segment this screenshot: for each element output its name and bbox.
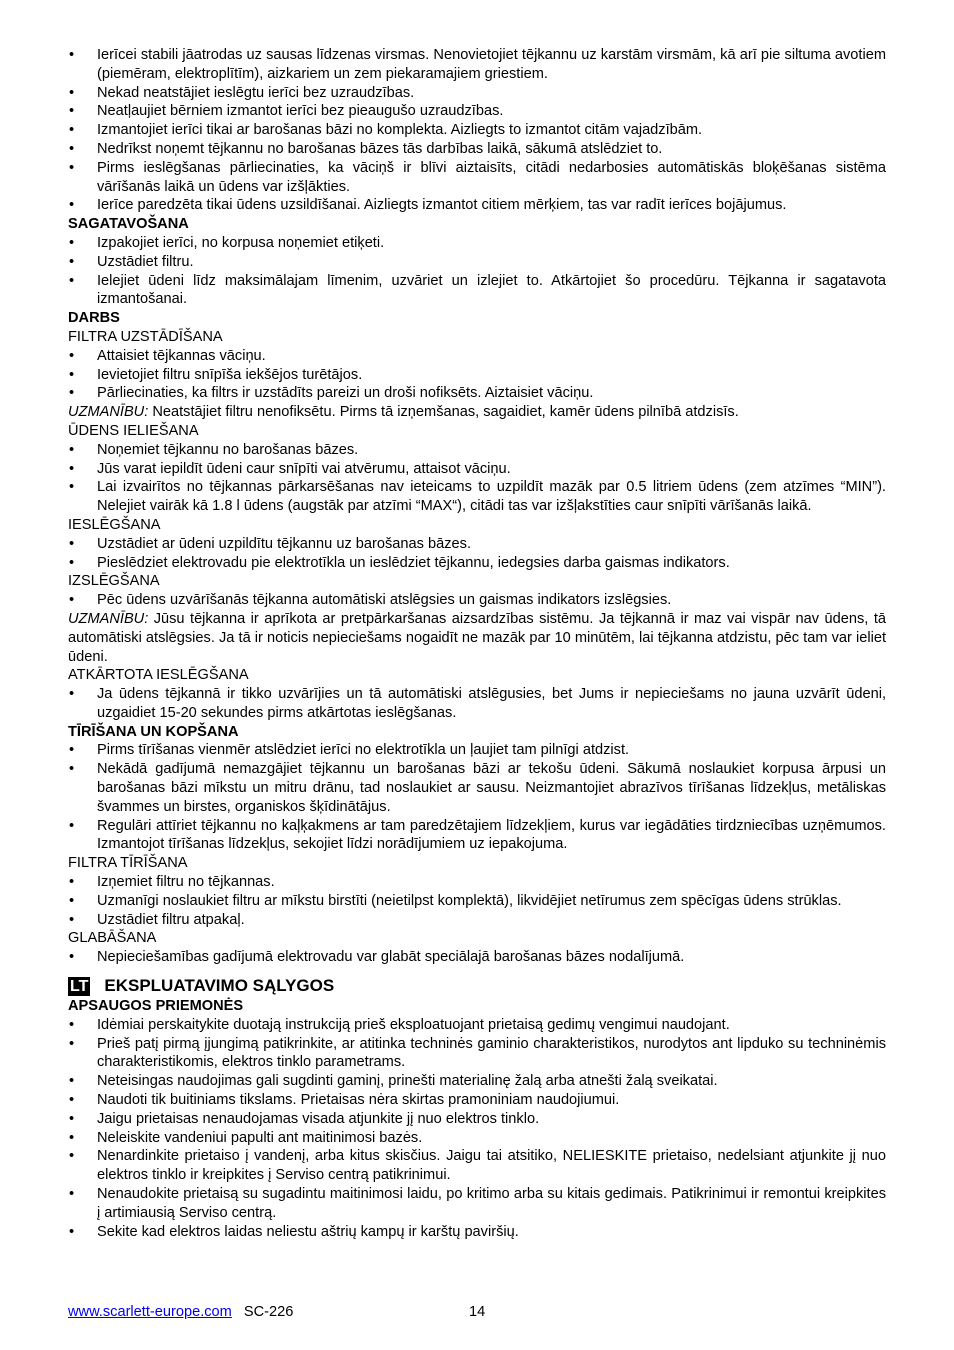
list-item: • Uzmanīgi noslaukiet filtru ar mīkstu birstīti (neietilpst komplektā), likvidējiet netīrumus zem spēcīgas ūdens strūklas.: [68, 892, 886, 911]
list-item: • Uzstādiet ar ūdeni uzpildītu tējkannu uz barošanas bāzes.: [68, 535, 886, 554]
section-heading-preparation: SAGATAVOŠANA: [68, 216, 189, 233]
list-item: • Nepieciešamības gadījumā elektrovadu var glabāt speciālajā barošanas bāzes nodalījumā.: [68, 948, 886, 967]
list-item: • Pirms tīrīšanas vienmēr atslēdziet ierīci no elektrotīkla un ļaujiet tam pilnīgi atdzist.: [68, 741, 886, 760]
subheading-storage: GLABĀŠANA: [68, 930, 157, 947]
lv-prep-list: [68, 234, 886, 309]
list-item: • Nekad neatstājiet ieslēgtu ierīci bez uzraudzības.: [68, 84, 886, 103]
list-item: • Ierīcei stabili jāatrodas uz sausas līdzenas virsmas. Nenovietojiet tējkannu uz karstām virsmām, kā arī pie siltuma avotiem (piemēram, elektroplītīm), aizkariem un zem piekaramajiem griestiem.: [68, 46, 886, 84]
list-item: • Pēc ūdens uzvārīšanās tējkanna automātiski atslēgsies un gaismas indikators izslēgsies.: [68, 591, 886, 610]
caution-text: Jūsu tējkanna ir aprīkota ar pretpārkaršanas aizsardzības sistēmu. Ja tējkannā ir maz vai vispār nav ūdens, tā automātiski atslēgsies. Ja tā ir noticis nepieciešams nogaidīt ne mazāk par 10 minūtēm, lai tējkanna atdzistu, pēc tam var ieliet ūdeni.: [68, 610, 886, 665]
section-heading-safety: APSAUGOS PRIEMONĖS: [68, 998, 244, 1015]
list-item: • Pārliecinaties, ka filtrs ir uzstādīts pareizi un droši nofiksēts. Aiztaisiet vāciņu.: [68, 384, 886, 403]
list-item: • Lai izvairītos no tējkannas pārkarsēšanas nav ieteicams to uzpildīt mazāk par 0.5 litriem ūdens (zem atzīmes “MIN”). Nelejiet vairāk kā 1.8 l ūdens (augstāk par atzīmi “MAX“), citādi tas var izšļakstīties caur snīpīti vārīšanās laikā.: [68, 478, 886, 516]
caution-label: UZMANĪBU:: [68, 610, 149, 627]
section-heading-cleaning: TĪRĪŠANA UN KOPŠANA: [68, 723, 239, 740]
caution-note-overheat: [68, 610, 886, 666]
website-link[interactable]: www.scarlett-europe.com: [68, 1304, 232, 1320]
lv-filter-install-list: [68, 347, 886, 403]
list-item: • Nedrīkst noņemt tējkannu no barošanas bāzes tās darbības laikā, sākumā atslēdziet to.: [68, 140, 886, 159]
lt-safety-list: [68, 1016, 886, 1242]
list-item: • Nekādā gadījumā nemazgājiet tējkannu un barošanas bāzi ar tekošu ūdeni. Sākumā noslaukiet korpusa ārpusi un barošanas bāzi mīkstu un mitru drānu, tad noslaukiet ar sausu. Neizmantojiet abrazīvos tīrīšanas līdzekļus, metāliskas švammes un birstes, organiskos šķīdinātājus.: [68, 760, 886, 816]
list-item: • Nenaudokite prietaisą su sugadintu maitinimosi laidu, po kritimo arba su kitais gedimais. Patikrinimui ir remontui kreipkites į artimiausią Serviso centrą.: [68, 1185, 886, 1223]
subheading-switch-on: IESLĒGŠANA: [68, 516, 161, 533]
list-item: • Pieslēdziet elektrovadu pie elektrotīkla un ieslēdziet tējkannu, iedegsies darba gaismas indikators.: [68, 554, 886, 573]
subheading-water-pour: ŪDENS IELIEŠANA: [68, 422, 199, 439]
list-item: • Jaigu prietaisas nenaudojamas visada atjunkite jį nuo elektros tinklo.: [68, 1110, 886, 1129]
list-item: • Ievietojiet filtru snīpīša iekšējos turētājos.: [68, 366, 886, 385]
caution-label: UZMANĪBU:: [68, 404, 149, 421]
list-item: • Neteisingas naudojimas gali sugdinti gaminį, prinešti materialinę žalą arba atnešti žalą sveikatai.: [68, 1072, 886, 1091]
language-badge-lt: LT: [70, 977, 89, 995]
document-page: [68, 46, 886, 1241]
list-item: • Izpakojiet ierīci, no korpusa noņemiet etiķeti.: [68, 234, 886, 253]
lt-section-header: [68, 975, 886, 997]
list-item: • Pirms ieslēgšanas pārliecinaties, ka vāciņš ir blīvi aiztaisīts, citādi nedarbosies automātiskās bloķēšanas sistēma vārīšanās laikā un ūdens var izšļākties.: [68, 159, 886, 197]
list-item: • Naudoti tik buitiniams tikslams. Prietaisas nėra skirtas pramoniniam naudojiumui.: [68, 1091, 886, 1110]
list-item: • Prieš patį pirmą įjungimą patikrinkite, ar atitinka techninės gaminio charakteristikos, nurodytos ant lipduko su techninėmis charakteristikomis, elektros tinklo parametrams.: [68, 1035, 886, 1073]
list-item: • Neleiskite vandeniui papulti ant maitinimosi bazės.: [68, 1129, 886, 1148]
list-item: • Ierīce paredzēta tikai ūdens uzsildīšanai. Aizliegts izmantot citiem mērķiem, tas var radīt ierīces bojājumus.: [68, 196, 886, 215]
caution-note-filter: [68, 403, 886, 422]
subheading-filter-cleaning: FILTRA TĪRĪŠANA: [68, 855, 188, 872]
list-item: • Attaisiet tējkannas vāciņu.: [68, 347, 886, 366]
list-item: • Neatļaujiet bērniem izmantot ierīci bez pieaugušo uzraudzības.: [68, 102, 886, 121]
list-item: • Uzstādiet filtru atpakaļ.: [68, 911, 886, 930]
list-item: • Ielejiet ūdeni līdz maksimālajam līmenim, uzvāriet un izlejiet to. Atkārtojiet šo procedūru. Tējkanna ir sagatavota izmantošanai.: [68, 272, 886, 310]
list-item: • Idėmiai perskaitykite duotają instrukciją prieš eksploatuojant prietaisą gedimų vengimui naudojant.: [68, 1016, 886, 1035]
caution-text: Neatstājiet filtru nenofiksētu. Pirms tā izņemšanas, sagaidiet, kamēr ūdens pilnībā atdzisīs.: [148, 404, 739, 421]
lt-section-title: EKSPLUATAVIMO SĄLYGOS: [104, 975, 335, 995]
subheading-switch-off: IZSLĒGŠANA: [68, 573, 160, 590]
lv-pour-list: [68, 441, 886, 516]
section-heading-work: DARBS: [68, 310, 120, 327]
list-item: • Uzstādiet filtru.: [68, 253, 886, 272]
list-item: • Regulāri attīriet tējkannu no kaļķakmens ar tam paredzētajiem līdzekļiem, kurus var iegādāties tirdzniecības uzņēmumos. Izmantojot tīrīšanas līdzekļus, sekojiet līdzi norādījumiem uz iepakojuma.: [68, 817, 886, 855]
page-number: 14: [469, 1304, 486, 1320]
list-item: • Sekite kad elektros laidas neliestu aštrių kampų ir karštų paviršių.: [68, 1223, 886, 1242]
list-item: • Izmantojiet ierīci tikai ar barošanas bāzi no komplekta. Aizliegts to izmantot citām vajadzībām.: [68, 121, 886, 140]
lv-filter-clean-list: [68, 873, 886, 929]
lv-clean-list: [68, 741, 886, 854]
subheading-filter-install: FILTRA UZSTĀDĪŠANA: [68, 328, 223, 345]
lv-storage-list: [68, 948, 886, 967]
lv-on-list: [68, 535, 886, 573]
list-item: • Ja ūdens tējkannā ir tikko uzvārījies un tā automātiski atslēgusies, bet Jums ir nepieciešams no jauna uzvārīt ūdeni, uzgaidiet 15-20 sekundes pirms atkārtotas ieslēgšanas.: [68, 685, 886, 723]
subheading-restart: ATKĀRTOTA IESLĒGŠANA: [68, 667, 249, 684]
list-item: • Jūs varat iepildīt ūdeni caur snīpīti vai atvērumu, attaisot vāciņu.: [68, 460, 886, 479]
lv-intro-list: [68, 46, 886, 215]
model-number: SC-226: [243, 1304, 294, 1320]
list-item: • Noņemiet tējkannu no barošanas bāzes.: [68, 441, 886, 460]
list-item: • Izņemiet filtru no tējkannas.: [68, 873, 886, 892]
page-footer: [68, 1304, 886, 1320]
list-item: • Nenardinkite prietaiso į vandenį, arba kitus skisčius. Jaigu tai atsitiko, NELIESKITE prietaiso, nedelsiant atjunkite jį nuo elektros tinklo ir kreipkites į Serviso centrą patikrinimui.: [68, 1147, 886, 1185]
lv-off-list: [68, 591, 886, 610]
lv-restart-list: [68, 685, 886, 723]
